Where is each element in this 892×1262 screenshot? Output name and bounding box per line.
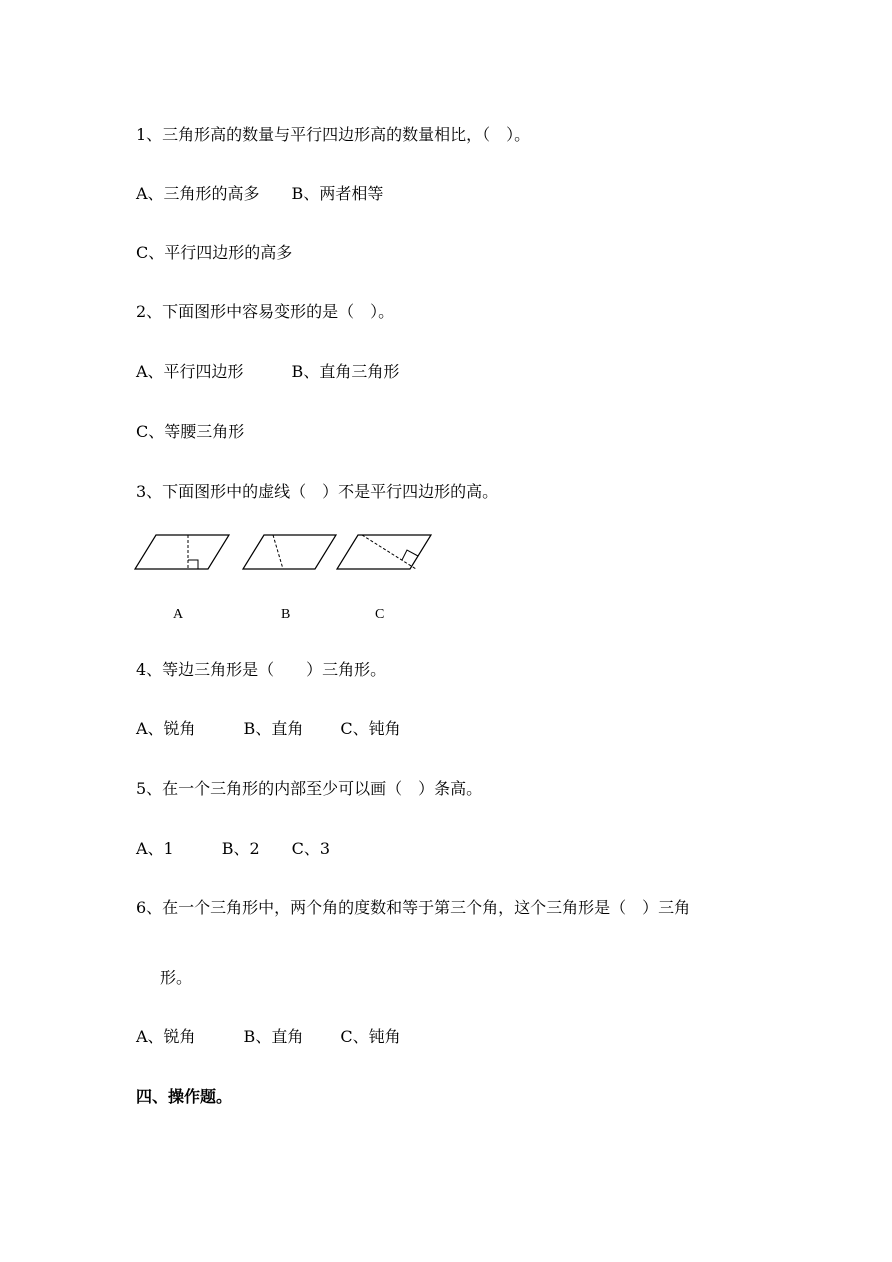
question-5-stem: 5、在一个三角形的内部至少可以画（ ）条高。 [136,779,483,798]
figure-label-c: C [375,607,385,622]
section-heading: 四、操作题。 [136,1087,233,1106]
question-2-stem: 2、下面图形中容易变形的是（ ）。 [136,302,395,321]
question-4-options: A、锐角 B、直角 C、钝角 [136,719,401,738]
question-5-options: A、1 B、2 C、3 [136,839,331,858]
parallelogram-c [337,535,431,569]
figure-label-a: A [173,607,184,622]
parallelogram-a [135,535,229,569]
question-6-options: A、锐角 B、直角 C、钝角 [136,1027,401,1046]
question-2-options-ab: A、平行四边形 B、直角三角形 [136,362,400,381]
question-4-stem: 4、等边三角形是（ ）三角形。 [136,660,387,679]
parallelogram-b [243,535,336,569]
question-6-stem-continued: 形。 [160,968,193,987]
question-6-stem: 6、在一个三角形中，两个角的度数和等于第三个角，这个三角形是（ ）三角 [136,898,691,917]
question-1-option-c: C、平行四边形的高多 [136,243,293,262]
question-3-stem: 3、下面图形中的虚线（ ）不是平行四边形的高。 [136,482,499,501]
question-1-stem: 1、三角形高的数量与平行四边形高的数量相比，（ ）。 [136,125,531,144]
parallelogram-figures [133,530,438,575]
question-2-option-c: C、等腰三角形 [136,422,245,441]
figure-label-b: B [281,607,291,622]
question-1-options-ab: A、三角形的高多 B、两者相等 [136,184,384,203]
